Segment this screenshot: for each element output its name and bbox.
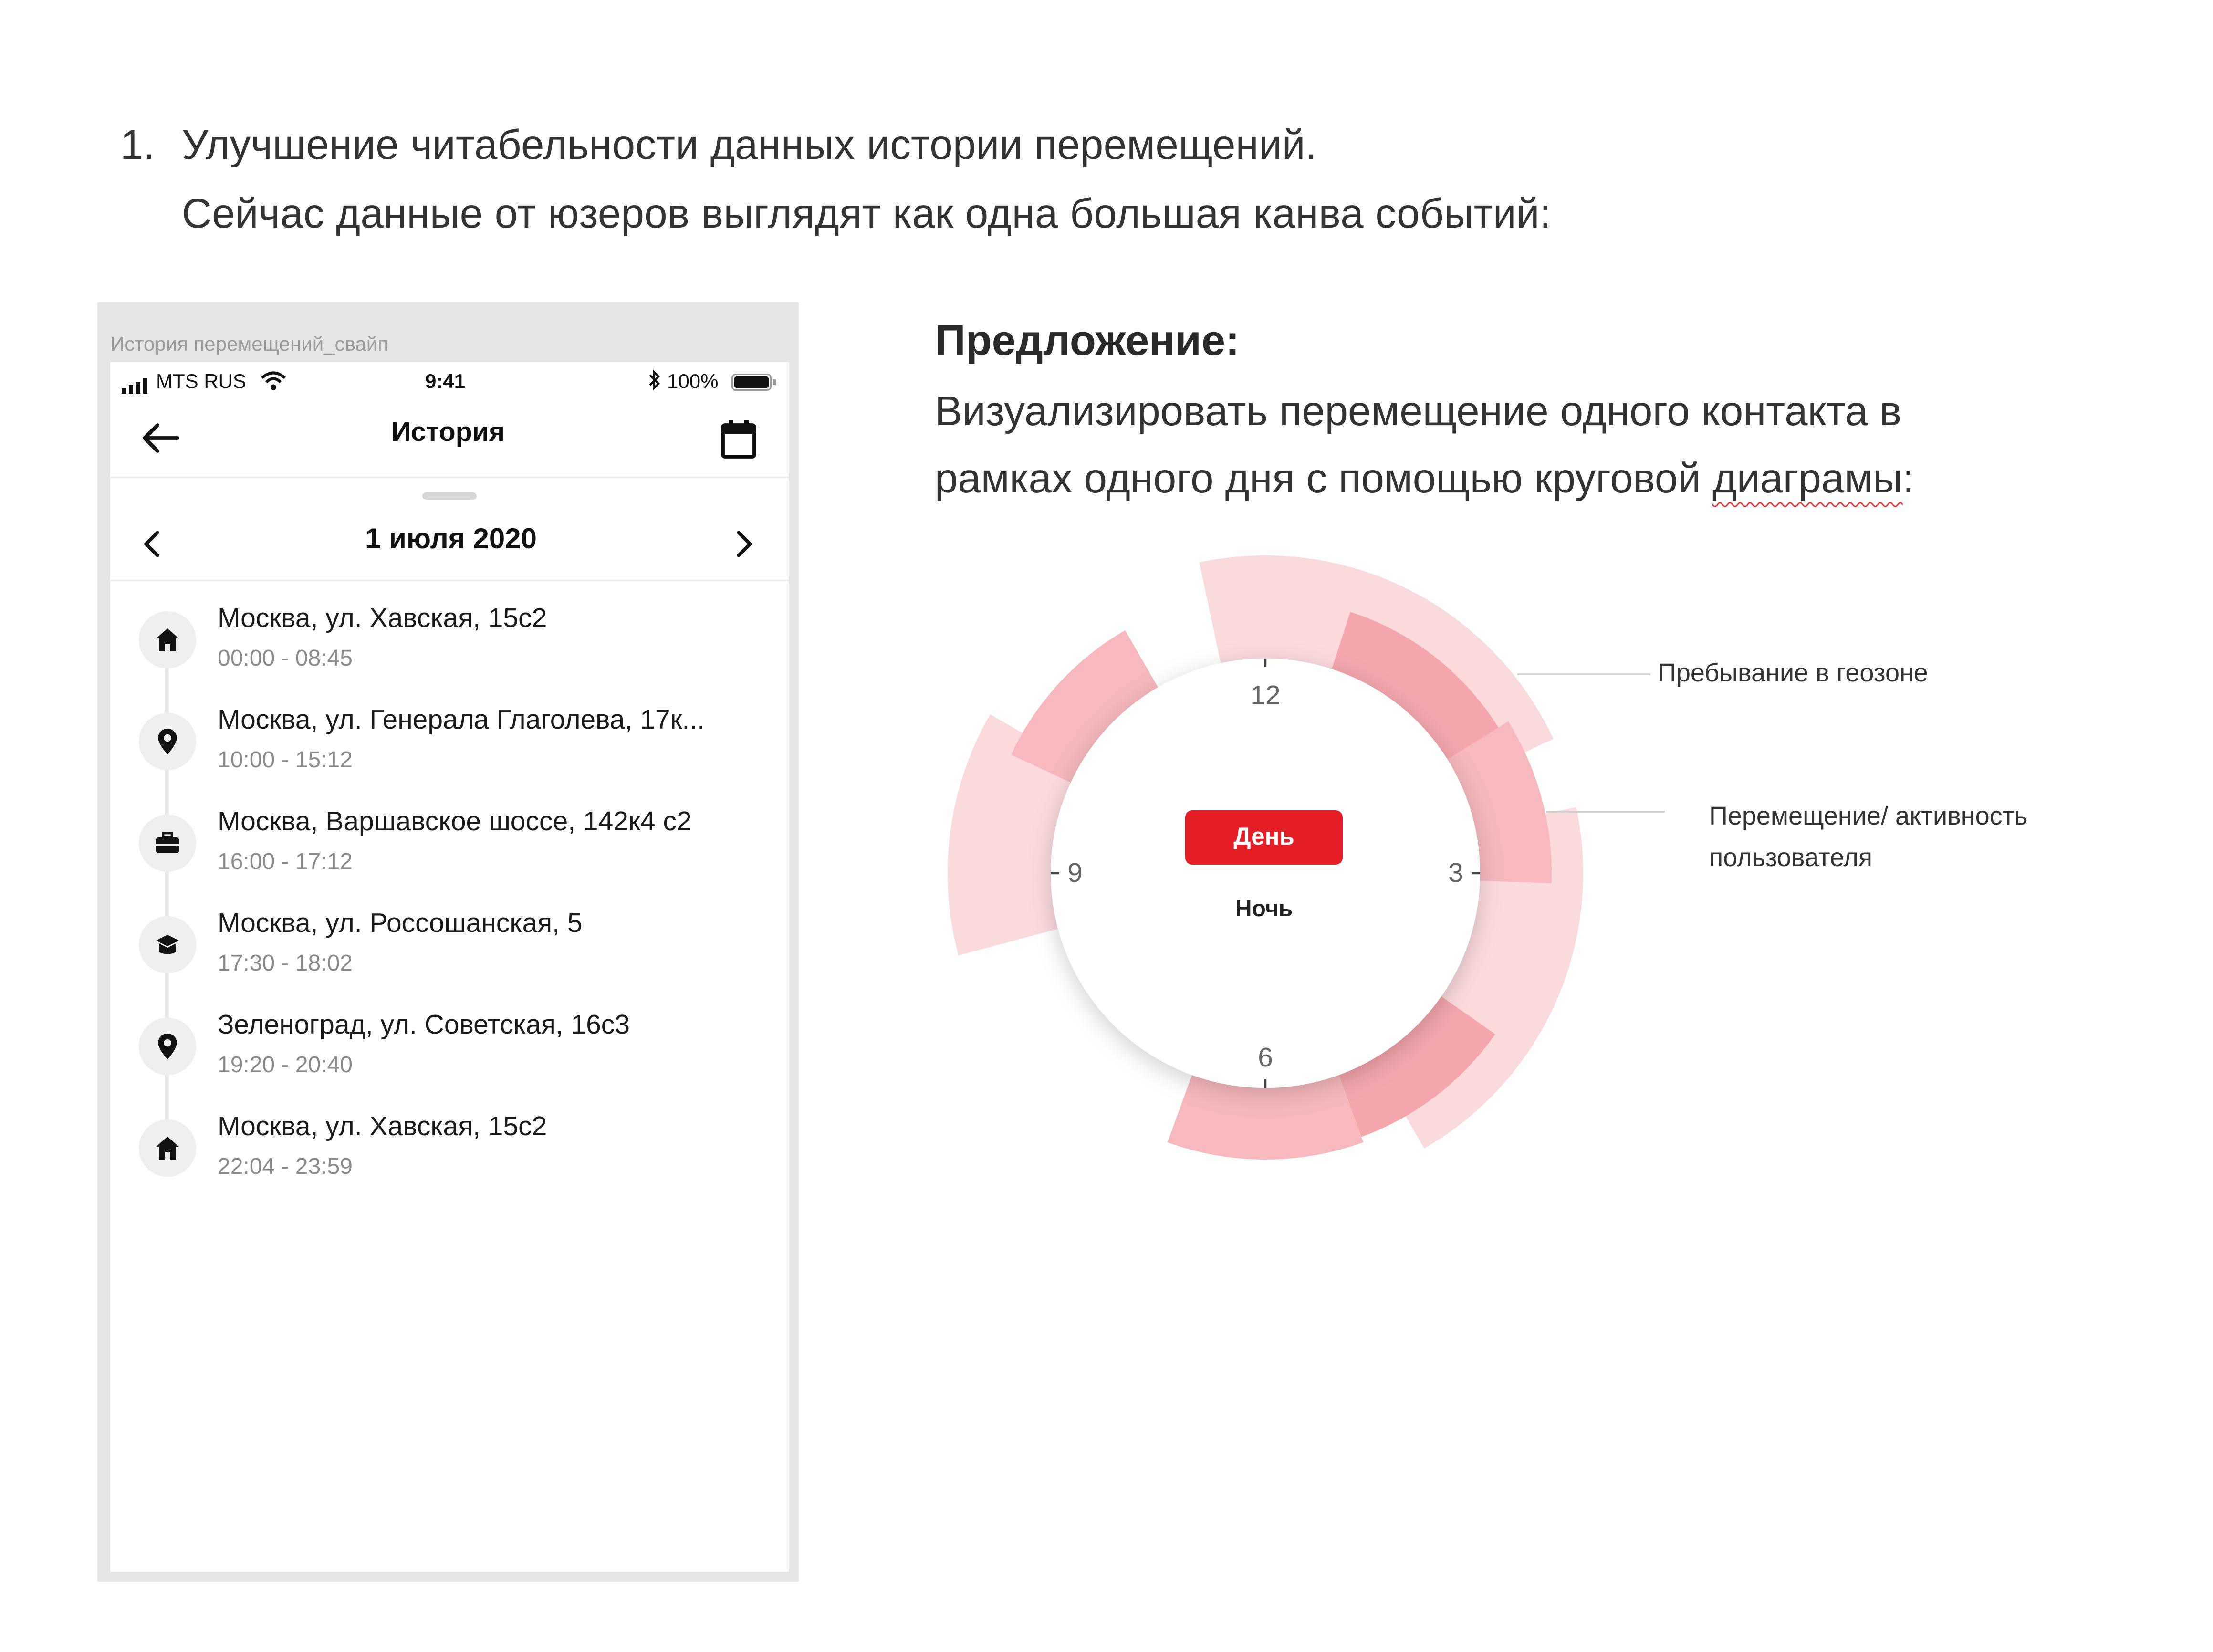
clock-label: 9:41: [425, 369, 466, 392]
prev-date-icon[interactable]: [140, 528, 163, 567]
date-divider: [110, 580, 789, 581]
pin-icon: [139, 713, 196, 770]
event-address[interactable]: Москва, ул. Генерала Глаголева, 17к...: [218, 706, 705, 736]
timeline-connector: [165, 1075, 169, 1121]
nav-title: История: [391, 418, 505, 448]
tick-label-6: 6: [1258, 1042, 1273, 1073]
home-icon: [139, 1119, 196, 1177]
clock-face: [1051, 659, 1480, 1088]
event-time: 10:00 - 15:12: [218, 749, 353, 773]
proposal-line-1: Визуализировать перемещение одного контакта в: [935, 389, 1902, 435]
spellcheck-word: диаграмы: [1712, 457, 1903, 502]
event-time: 22:04 - 23:59: [218, 1155, 353, 1180]
annotation-activity-line-2: пользователя: [1709, 843, 1872, 872]
signal-icon: [122, 375, 150, 401]
event-address[interactable]: Москва, ул. Россошанская, 5: [218, 909, 583, 939]
timeline-connector: [165, 872, 169, 918]
event-address[interactable]: Зеленоград, ул. Советская, 16с3: [218, 1011, 630, 1041]
nav-divider: [110, 477, 789, 478]
battery-icon: [731, 372, 777, 398]
event-address[interactable]: Москва, ул. Хавская, 15с2: [218, 604, 547, 634]
calendar-icon[interactable]: [720, 419, 757, 467]
day-toggle-button[interactable]: День: [1185, 810, 1343, 865]
intro-line-1: Улучшение читабельности данных истории перемещений.: [182, 123, 1317, 169]
event-address[interactable]: Москва, Варшавское шоссе, 142к4 с2: [218, 807, 692, 837]
carrier-label: MTS RUS: [156, 369, 246, 392]
battery-label: 100%: [667, 369, 719, 392]
timeline-connector: [165, 973, 169, 1019]
tick-label-3: 3: [1448, 857, 1463, 889]
proposal-title: Предложение:: [935, 318, 1240, 365]
intro-line-2: Сейчас данные от юзеров выглядят как одна большая канва событий:: [182, 192, 1552, 238]
tick-label-12: 12: [1250, 680, 1281, 711]
next-date-icon[interactable]: [733, 528, 756, 567]
event-address[interactable]: Москва, ул. Хавская, 15с2: [218, 1112, 547, 1142]
annotation-activity-line-1: Перемещение/ активность: [1709, 802, 2028, 830]
tick-label-9: 9: [1067, 857, 1083, 889]
timeline-connector: [165, 669, 169, 714]
annotation-geozone: Пребывание в геозоне: [1658, 659, 1928, 687]
bluetooth-icon: [647, 369, 661, 395]
annotation-leaders: [1510, 659, 1668, 830]
proposal-line-2: рамках одного дня с помощью круговой диаграмы:: [935, 457, 1914, 502]
timeline-connector: [165, 770, 169, 816]
frame-label: История перемещений_свайп: [110, 332, 388, 355]
list-number: 1.: [120, 123, 155, 169]
briefcase-icon: [139, 815, 196, 872]
wifi-icon: [261, 371, 286, 398]
event-time: 00:00 - 08:45: [218, 647, 353, 671]
home-icon: [139, 611, 196, 669]
back-arrow-icon[interactable]: [140, 421, 180, 462]
event-time: 19:20 - 20:40: [218, 1054, 353, 1078]
radial-day-chart: [916, 544, 1632, 1202]
event-time: 16:00 - 17:12: [218, 850, 353, 875]
night-toggle-button[interactable]: Ночь: [1235, 898, 1293, 922]
event-time: 17:30 - 18:02: [218, 952, 353, 976]
drag-handle[interactable]: [422, 492, 477, 500]
pin-icon: [139, 1018, 196, 1075]
date-label: 1 июля 2020: [365, 524, 537, 555]
school-icon: [139, 916, 196, 973]
